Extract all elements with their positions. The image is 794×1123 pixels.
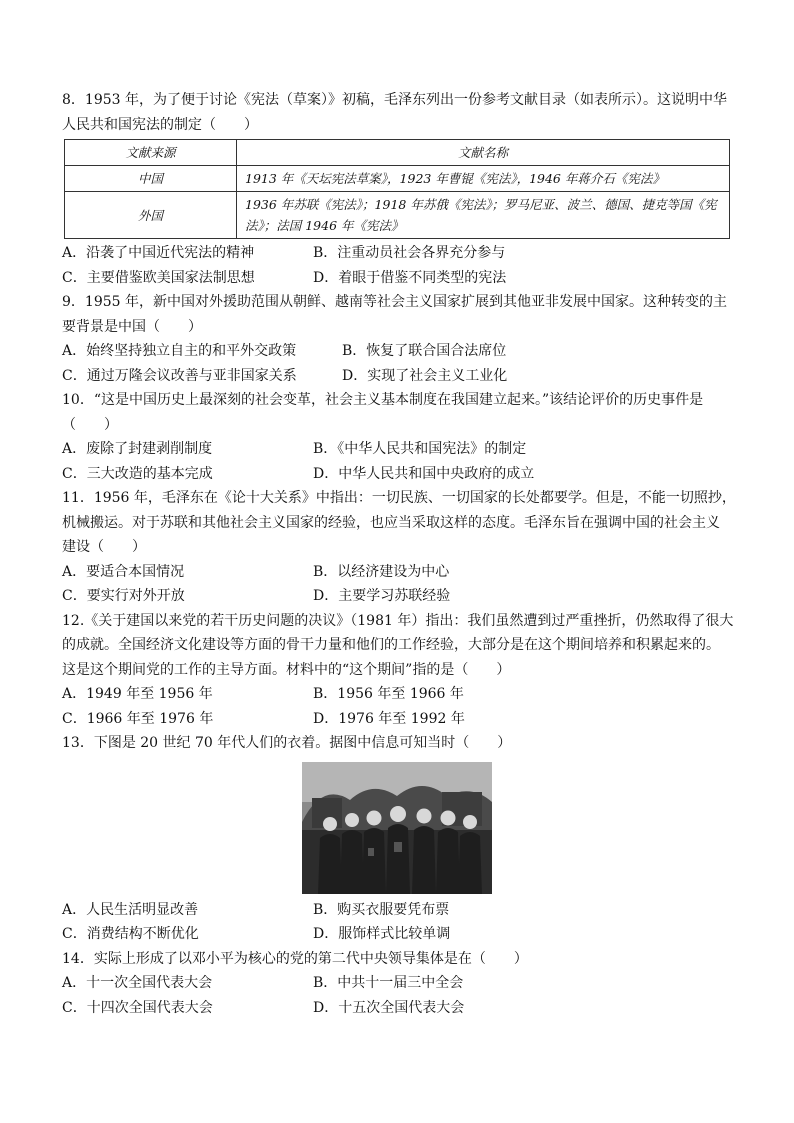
option-a[interactable]: A．废除了封建剥削制度 xyxy=(62,441,213,457)
option-d[interactable]: D．服饰样式比较单调 xyxy=(313,926,451,942)
reference-table xyxy=(64,139,730,239)
question-10 xyxy=(62,388,732,486)
option-c[interactable]: C．三大改造的基本完成 xyxy=(62,465,213,482)
question-11-options xyxy=(62,560,732,609)
table-header-docs: 文献名称 xyxy=(237,140,730,166)
option-d[interactable]: D．着眼于借鉴不同类型的宪法 xyxy=(313,269,507,286)
question-12-stem-line-1: 12.《关于建国以来党的若干历史问题的决议》（1981 年）指出：我们虽然遭到过严重挫折，仍然取得了很大 xyxy=(62,612,734,629)
photo-container xyxy=(62,762,732,894)
question-10-options xyxy=(62,437,732,486)
question-13 xyxy=(62,731,732,947)
question-13-options xyxy=(62,898,732,947)
option-c[interactable]: C．十四次全国代表大会 xyxy=(62,999,213,1016)
option-a[interactable]: A．始终坚持独立自主的和平外交政策 xyxy=(62,343,297,359)
option-d[interactable]: D．主要学习苏联经验 xyxy=(313,588,451,604)
option-d[interactable]: D．实现了社会主义工业化 xyxy=(342,367,508,384)
option-b[interactable]: B．《中华人民共和国宪法》的制定 xyxy=(313,441,527,457)
option-a[interactable]: A．沿袭了中国近代宪法的精神 xyxy=(62,245,255,261)
table-row xyxy=(65,192,730,239)
question-8-stem-line-2: 人民共和国宪法的制定（ ） xyxy=(62,116,258,133)
table-cell-docs: 1913 年《天坛宪法草案》，1923 年曹锟《宪法》，1946 年蒋介石《宪法》 xyxy=(237,166,730,192)
option-a[interactable]: A．1949 年至 1956 年 xyxy=(62,686,213,702)
table-cell-source: 中国 xyxy=(65,166,237,192)
question-12-stem-line-2: 的成就。全国经济文化建设等方面的骨干力量和他们的工作经验，大部分是在这个期间培养和积累起来的。 xyxy=(62,637,720,653)
table-cell-source: 外国 xyxy=(65,192,237,239)
question-11-stem-line-1: 11．1956 年，毛泽东在《论十大关系》中指出：一切民族、一切国家的长处都要学。但是，不能一切照抄， xyxy=(62,490,736,506)
question-11-stem-line-3: 建设（ ） xyxy=(62,539,146,555)
question-11-stem-line-2: 机械搬运。对于苏联和其他社会主义国家的经验，也应当采取这样的态度。毛泽东旨在强调中国的社会主义 xyxy=(62,514,720,531)
option-b[interactable]: B．恢复了联合国合法席位 xyxy=(342,343,507,359)
option-a[interactable]: A．十一次全国代表大会 xyxy=(62,975,213,991)
table-cell-docs: 1936 年苏联《宪法》；1918 年苏俄《宪法》；罗马尼亚、波兰、德国、捷克等国《宪法》；法国 1946 年《宪法》 xyxy=(237,192,730,239)
option-d[interactable]: D．1976 年至 1992 年 xyxy=(313,710,465,727)
question-12 xyxy=(62,609,732,732)
question-9-stem-line-2: 要背景是中国（ ） xyxy=(62,318,202,335)
exam-page xyxy=(62,88,736,1020)
option-b[interactable]: B．注重动员社会各界充分参与 xyxy=(313,245,506,261)
option-d[interactable]: D．中华人民共和国中央政府的成立 xyxy=(313,465,535,482)
question-12-options xyxy=(62,682,732,731)
option-b[interactable]: B．以经济建设为中心 xyxy=(313,563,450,580)
question-14 xyxy=(62,947,732,1021)
option-c[interactable]: C．要实行对外开放 xyxy=(62,588,185,604)
question-8 xyxy=(62,88,732,290)
table-header-row xyxy=(65,140,730,166)
question-8-stem-line-1: 8．1953 年，为了便于讨论《宪法（草案）》初稿，毛泽东列出一份参考文献目录（如表所示）。这说明中华 xyxy=(62,92,727,108)
option-c[interactable]: C．1966 年至 1976 年 xyxy=(62,710,214,727)
question-10-stem-line-1: 10．“这是中国历史上最深刻的社会变革，社会主义基本制度在我国建立起来。”该结论评价的历史事件是 xyxy=(62,392,704,408)
option-b[interactable]: B．1956 年至 1966 年 xyxy=(313,686,464,702)
option-c[interactable]: C．通过万隆会议改善与亚非国家关系 xyxy=(62,367,297,384)
table-row xyxy=(65,166,730,192)
option-a[interactable]: A．人民生活明显改善 xyxy=(62,901,199,918)
option-c[interactable]: C．主要借鉴欧美国家法制思想 xyxy=(62,269,255,286)
question-9 xyxy=(62,290,732,388)
question-8-options xyxy=(62,241,732,290)
option-a[interactable]: A．要适合本国情况 xyxy=(62,563,185,580)
question-14-options xyxy=(62,971,732,1020)
question-9-stem-line-1: 9．1955 年，新中国对外援助范围从朝鲜、越南等社会主义国家扩展到其他亚非发展中国家。这种转变的主 xyxy=(62,294,727,310)
option-d[interactable]: D．十五次全国代表大会 xyxy=(313,999,465,1016)
table-header-source: 文献来源 xyxy=(65,140,237,166)
1970s-clothing-photo xyxy=(302,762,492,894)
question-12-stem-line-3: 这是这个期间党的工作的主导方面。材料中的“这个期间”指的是（ ） xyxy=(62,661,511,678)
question-13-stem-line-1: 13．下图是 20 世纪 70 年代人们的衣着。据图中信息可知当时（ ） xyxy=(62,735,512,751)
question-14-stem-line-1: 14．实际上形成了以邓小平为核心的党的第二代中央领导集体是在（ ） xyxy=(62,950,528,967)
option-c[interactable]: C．消费结构不断优化 xyxy=(62,926,199,942)
question-10-stem-line-2: （ ） xyxy=(62,416,118,433)
option-b[interactable]: B．中共十一届三中全会 xyxy=(313,975,464,991)
option-b[interactable]: B．购买衣服要凭布票 xyxy=(313,901,450,918)
question-9-options xyxy=(62,339,732,388)
question-11 xyxy=(62,486,736,609)
